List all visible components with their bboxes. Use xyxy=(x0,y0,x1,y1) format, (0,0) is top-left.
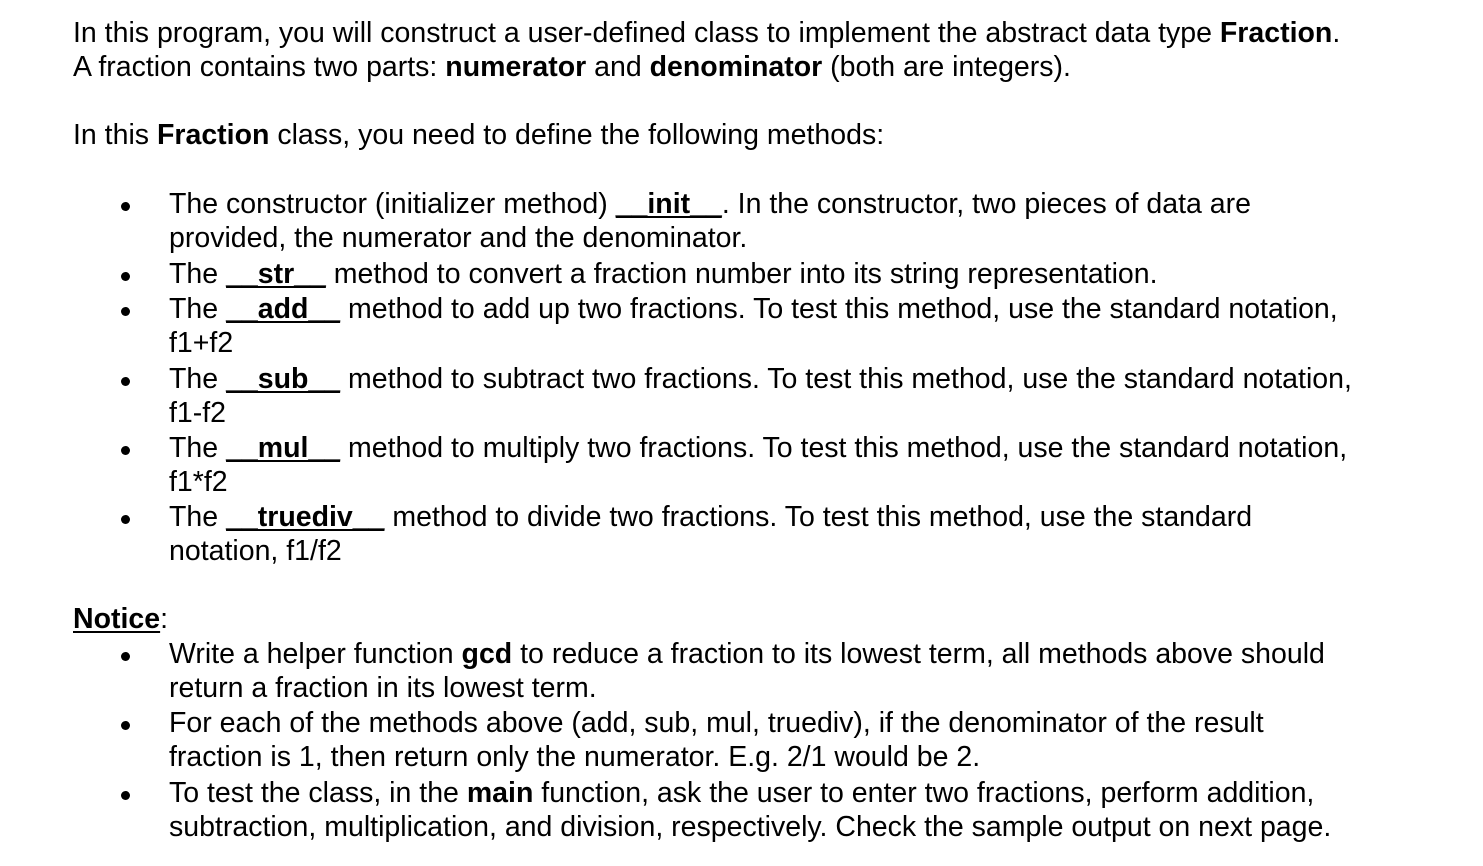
notice-continuation: fraction is 1, then return only the numerator. E.g. 2/1 would be 2. xyxy=(169,741,981,773)
method-continuation: f1-f2 xyxy=(169,397,227,429)
notice-heading xyxy=(73,602,168,636)
method-line xyxy=(169,362,1352,396)
method-line xyxy=(169,292,1338,326)
intro-text: In this program, you will construct a user-defined class to implement the abstract data type xyxy=(73,17,1220,49)
method-line xyxy=(169,257,1158,291)
numerator-term: numerator xyxy=(445,51,587,83)
bullet-icon xyxy=(121,721,130,730)
notice-text: function, ask the user to enter two fractions, perform addition, xyxy=(533,777,1315,809)
bullet-icon xyxy=(121,652,130,661)
method-text: method to multiply two fractions. To test this method, use the standard notation, xyxy=(340,432,1348,464)
gcd-term: gcd xyxy=(461,638,513,670)
method-name: __str__ xyxy=(226,258,326,290)
method-line xyxy=(169,187,1251,221)
bullet-icon xyxy=(121,272,130,281)
notice-line xyxy=(169,706,1264,740)
notice-colon: : xyxy=(160,603,169,635)
notice-text: To test the class, in the xyxy=(169,777,467,809)
notice-label: Notice xyxy=(73,603,161,635)
method-name: __sub__ xyxy=(226,363,341,395)
method-text: . In the constructor, two pieces of data are xyxy=(721,188,1251,220)
intro-text: A fraction contains two parts: xyxy=(73,51,446,83)
intro-text: and xyxy=(586,51,650,83)
notice-continuation: return a fraction in its lowest term. xyxy=(169,672,597,704)
method-continuation: f1+f2 xyxy=(169,327,234,359)
fraction-term: Fraction xyxy=(1219,17,1333,49)
method-name: __init__ xyxy=(615,188,722,220)
method-name: __mul__ xyxy=(226,432,341,464)
bullet-icon xyxy=(121,446,130,455)
notice-text: Write a helper function xyxy=(169,638,462,670)
method-text: method to divide two fractions. To test this method, use the standard xyxy=(384,501,1253,533)
method-text: method to subtract two fractions. To test this method, use the standard notation, xyxy=(340,363,1352,395)
bullet-icon xyxy=(121,307,130,316)
method-text: The xyxy=(169,293,227,325)
bullet-icon xyxy=(121,515,130,524)
method-continuation: f1*f2 xyxy=(169,466,228,498)
fraction-term: Fraction xyxy=(156,119,270,151)
method-text: The xyxy=(169,432,227,464)
method-text: The xyxy=(169,363,227,395)
method-continuation: provided, the numerator and the denominator. xyxy=(169,222,748,254)
method-text: method to add up two fractions. To test this method, use the standard notation, xyxy=(340,293,1338,325)
bullet-icon xyxy=(121,377,130,386)
method-text: The xyxy=(169,258,227,290)
notice-text: to reduce a fraction to its lowest term, all methods above should xyxy=(512,638,1325,670)
intro-line-1 xyxy=(73,16,1340,50)
method-text: The xyxy=(169,501,227,533)
main-term: main xyxy=(466,777,534,809)
intro-text: . xyxy=(1332,17,1341,49)
denominator-term: denominator xyxy=(649,51,823,83)
bullet-icon xyxy=(121,791,130,800)
method-name: __add__ xyxy=(226,293,341,325)
intro-text: In this xyxy=(73,119,157,151)
method-text: The constructor (initializer method) xyxy=(169,188,616,220)
method-name: __truediv__ xyxy=(226,501,385,533)
intro-line-3 xyxy=(73,118,884,152)
method-line xyxy=(169,431,1347,465)
intro-text: class, you need to define the following methods: xyxy=(269,119,885,151)
method-text: method to convert a fraction number into its string representation. xyxy=(325,258,1158,290)
bullet-icon xyxy=(121,202,130,211)
method-continuation: notation, f1/f2 xyxy=(169,535,342,567)
notice-text: For each of the methods above (add, sub, mul, truediv), if the denominator of the result xyxy=(169,707,1264,739)
method-line xyxy=(169,500,1252,534)
notice-line xyxy=(169,776,1314,810)
intro-line-2 xyxy=(73,50,1071,84)
intro-text: (both are integers). xyxy=(822,51,1071,83)
notice-continuation: subtraction, multiplication, and division, respectively. Check the sample output on next page. xyxy=(169,811,1332,843)
notice-line xyxy=(169,637,1325,671)
